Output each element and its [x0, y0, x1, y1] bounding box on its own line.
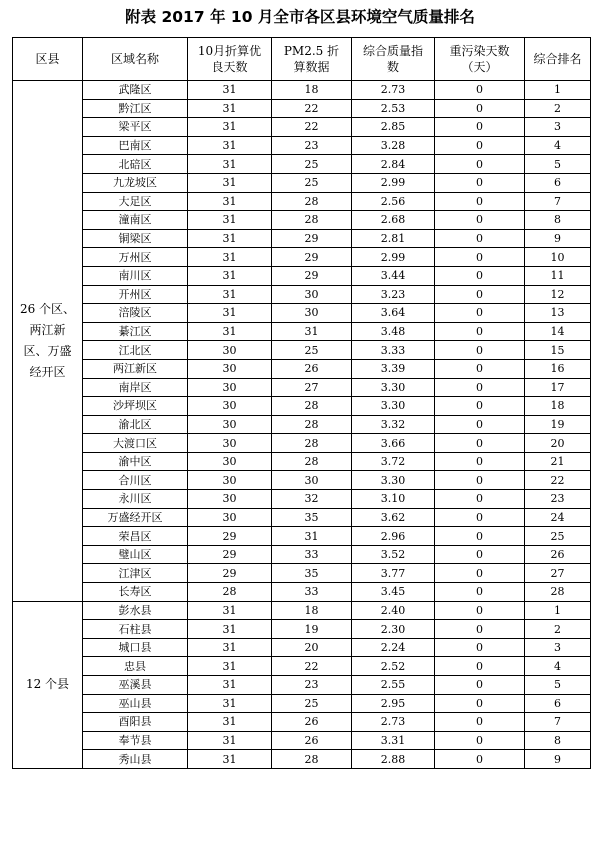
good-days-cell: 31 — [188, 713, 272, 732]
heavy-pollution-days-cell: 0 — [435, 81, 525, 100]
pm25-cell: 31 — [272, 322, 352, 341]
rank-cell: 15 — [525, 341, 591, 360]
rank-cell: 1 — [525, 601, 591, 620]
table-row — [13, 415, 591, 434]
pm25-cell: 26 — [272, 713, 352, 732]
good-days-cell: 31 — [188, 657, 272, 676]
table-row — [13, 527, 591, 546]
heavy-pollution-days-cell: 0 — [435, 248, 525, 267]
pm25-cell: 19 — [272, 620, 352, 639]
pm25-cell: 28 — [272, 750, 352, 769]
good-days-cell: 30 — [188, 415, 272, 434]
district-name-cell: 璧山区 — [83, 545, 188, 564]
table-row — [13, 155, 591, 174]
rank-cell: 9 — [525, 750, 591, 769]
rank-cell: 20 — [525, 434, 591, 453]
good-days-cell: 30 — [188, 341, 272, 360]
heavy-pollution-days-cell: 0 — [435, 173, 525, 192]
rank-cell: 10 — [525, 248, 591, 267]
header-cell: 综合排名 — [525, 38, 591, 81]
table-row — [13, 136, 591, 155]
district-name-cell: 万盛经开区 — [83, 508, 188, 527]
quality-index-cell: 2.56 — [352, 192, 435, 211]
good-days-cell: 31 — [188, 81, 272, 100]
good-days-cell: 31 — [188, 229, 272, 248]
heavy-pollution-days-cell: 0 — [435, 322, 525, 341]
heavy-pollution-days-cell: 0 — [435, 99, 525, 118]
pm25-cell: 18 — [272, 601, 352, 620]
rank-cell: 4 — [525, 136, 591, 155]
district-name-cell: 潼南区 — [83, 211, 188, 230]
quality-index-cell: 2.30 — [352, 620, 435, 639]
rank-cell: 19 — [525, 415, 591, 434]
rank-cell: 7 — [525, 192, 591, 211]
table-row — [13, 397, 591, 416]
district-name-cell: 石柱县 — [83, 620, 188, 639]
quality-index-cell: 2.95 — [352, 694, 435, 713]
quality-index-cell: 3.52 — [352, 545, 435, 564]
good-days-cell: 31 — [188, 118, 272, 137]
header-cell: 区域名称 — [83, 38, 188, 81]
quality-index-cell: 2.99 — [352, 173, 435, 192]
district-name-cell: 大足区 — [83, 192, 188, 211]
good-days-cell: 31 — [188, 136, 272, 155]
heavy-pollution-days-cell: 0 — [435, 359, 525, 378]
header-cell: PM2.5 折算数据 — [272, 38, 352, 81]
heavy-pollution-days-cell: 0 — [435, 211, 525, 230]
heavy-pollution-days-cell: 0 — [435, 601, 525, 620]
rank-cell: 28 — [525, 583, 591, 602]
quality-index-cell: 3.10 — [352, 490, 435, 509]
pm25-cell: 29 — [272, 266, 352, 285]
district-name-cell: 江北区 — [83, 341, 188, 360]
rank-cell: 1 — [525, 81, 591, 100]
district-name-cell: 涪陵区 — [83, 304, 188, 323]
pm25-cell: 35 — [272, 508, 352, 527]
pm25-cell: 33 — [272, 583, 352, 602]
heavy-pollution-days-cell: 0 — [435, 731, 525, 750]
heavy-pollution-days-cell: 0 — [435, 415, 525, 434]
pm25-cell: 30 — [272, 304, 352, 323]
quality-index-cell: 2.99 — [352, 248, 435, 267]
table-row — [13, 99, 591, 118]
header-cell: 区县 — [13, 38, 83, 81]
table-row — [13, 229, 591, 248]
district-name-cell: 忠县 — [83, 657, 188, 676]
header-cell: 综合质量指数 — [352, 38, 435, 81]
pm25-cell: 25 — [272, 694, 352, 713]
district-name-cell: 城口县 — [83, 638, 188, 657]
table-row — [13, 620, 591, 639]
good-days-cell: 31 — [188, 638, 272, 657]
quality-index-cell: 3.44 — [352, 266, 435, 285]
district-name-cell: 渝北区 — [83, 415, 188, 434]
quality-index-cell: 2.24 — [352, 638, 435, 657]
quality-index-cell: 2.81 — [352, 229, 435, 248]
table-row — [13, 694, 591, 713]
quality-index-cell: 3.30 — [352, 397, 435, 416]
pm25-cell: 18 — [272, 81, 352, 100]
rank-cell: 21 — [525, 452, 591, 471]
table-row — [13, 359, 591, 378]
good-days-cell: 29 — [188, 545, 272, 564]
pm25-cell: 28 — [272, 452, 352, 471]
pm25-cell: 27 — [272, 378, 352, 397]
district-name-cell: 大渡口区 — [83, 434, 188, 453]
table-row — [13, 601, 591, 620]
quality-index-cell: 2.53 — [352, 99, 435, 118]
quality-index-cell: 2.52 — [352, 657, 435, 676]
table-row — [13, 490, 591, 509]
pm25-cell: 22 — [272, 99, 352, 118]
table-body — [13, 81, 591, 769]
district-name-cell: 秀山县 — [83, 750, 188, 769]
table-row — [13, 713, 591, 732]
pm25-cell: 35 — [272, 564, 352, 583]
district-name-cell: 合川区 — [83, 471, 188, 490]
quality-index-cell: 3.62 — [352, 508, 435, 527]
rank-cell: 27 — [525, 564, 591, 583]
pm25-cell: 32 — [272, 490, 352, 509]
table-row — [13, 508, 591, 527]
good-days-cell: 30 — [188, 378, 272, 397]
table-row — [13, 211, 591, 230]
table-row — [13, 657, 591, 676]
district-name-cell: 梁平区 — [83, 118, 188, 137]
heavy-pollution-days-cell: 0 — [435, 694, 525, 713]
rank-cell: 2 — [525, 99, 591, 118]
table-row — [13, 322, 591, 341]
heavy-pollution-days-cell: 0 — [435, 118, 525, 137]
quality-index-cell: 2.73 — [352, 713, 435, 732]
rank-cell: 8 — [525, 211, 591, 230]
table-row — [13, 378, 591, 397]
pm25-cell: 28 — [272, 434, 352, 453]
heavy-pollution-days-cell: 0 — [435, 676, 525, 695]
quality-index-cell: 3.28 — [352, 136, 435, 155]
heavy-pollution-days-cell: 0 — [435, 266, 525, 285]
good-days-cell: 29 — [188, 564, 272, 583]
rank-cell: 7 — [525, 713, 591, 732]
pm25-cell: 30 — [272, 285, 352, 304]
table-row — [13, 285, 591, 304]
heavy-pollution-days-cell: 0 — [435, 545, 525, 564]
district-name-cell: 武隆区 — [83, 81, 188, 100]
pm25-cell: 22 — [272, 118, 352, 137]
pm25-cell: 33 — [272, 545, 352, 564]
good-days-cell: 30 — [188, 471, 272, 490]
table-row — [13, 304, 591, 323]
table-row — [13, 564, 591, 583]
good-days-cell: 31 — [188, 620, 272, 639]
quality-index-cell: 3.66 — [352, 434, 435, 453]
heavy-pollution-days-cell: 0 — [435, 434, 525, 453]
good-days-cell: 30 — [188, 434, 272, 453]
district-name-cell: 黔江区 — [83, 99, 188, 118]
district-name-cell: 荣昌区 — [83, 527, 188, 546]
pm25-cell: 28 — [272, 211, 352, 230]
quality-index-cell: 2.40 — [352, 601, 435, 620]
rank-cell: 3 — [525, 118, 591, 137]
pm25-cell: 28 — [272, 192, 352, 211]
table-row — [13, 638, 591, 657]
heavy-pollution-days-cell: 0 — [435, 583, 525, 602]
good-days-cell: 31 — [188, 266, 272, 285]
good-days-cell: 30 — [188, 397, 272, 416]
table-row — [13, 341, 591, 360]
heavy-pollution-days-cell: 0 — [435, 155, 525, 174]
rank-cell: 23 — [525, 490, 591, 509]
district-name-cell: 綦江区 — [83, 322, 188, 341]
pm25-cell: 25 — [272, 173, 352, 192]
table-row — [13, 676, 591, 695]
heavy-pollution-days-cell: 0 — [435, 304, 525, 323]
quality-index-cell: 3.30 — [352, 471, 435, 490]
rank-cell: 9 — [525, 229, 591, 248]
pm25-cell: 23 — [272, 676, 352, 695]
rank-cell: 16 — [525, 359, 591, 378]
good-days-cell: 31 — [188, 304, 272, 323]
table-row — [13, 452, 591, 471]
heavy-pollution-days-cell: 0 — [435, 527, 525, 546]
pm25-cell: 22 — [272, 657, 352, 676]
district-name-cell: 渝中区 — [83, 452, 188, 471]
district-name-cell: 两江新区 — [83, 359, 188, 378]
heavy-pollution-days-cell: 0 — [435, 750, 525, 769]
quality-index-cell: 3.77 — [352, 564, 435, 583]
pm25-cell: 20 — [272, 638, 352, 657]
rank-cell: 12 — [525, 285, 591, 304]
heavy-pollution-days-cell: 0 — [435, 378, 525, 397]
district-name-cell: 巫溪县 — [83, 676, 188, 695]
table-row — [13, 545, 591, 564]
pm25-cell: 29 — [272, 248, 352, 267]
pm25-cell: 26 — [272, 359, 352, 378]
quality-index-cell: 2.84 — [352, 155, 435, 174]
heavy-pollution-days-cell: 0 — [435, 397, 525, 416]
good-days-cell: 31 — [188, 211, 272, 230]
pm25-cell: 30 — [272, 471, 352, 490]
quality-index-cell: 2.73 — [352, 81, 435, 100]
quality-index-cell: 3.48 — [352, 322, 435, 341]
good-days-cell: 31 — [188, 694, 272, 713]
heavy-pollution-days-cell: 0 — [435, 229, 525, 248]
rank-cell: 17 — [525, 378, 591, 397]
pm25-cell: 31 — [272, 527, 352, 546]
heavy-pollution-days-cell: 0 — [435, 285, 525, 304]
table-row — [13, 248, 591, 267]
district-name-cell: 奉节县 — [83, 731, 188, 750]
good-days-cell: 30 — [188, 490, 272, 509]
table-row — [13, 81, 591, 100]
heavy-pollution-days-cell: 0 — [435, 620, 525, 639]
good-days-cell: 31 — [188, 173, 272, 192]
header-row — [13, 38, 591, 81]
district-name-cell: 巫山县 — [83, 694, 188, 713]
good-days-cell: 31 — [188, 285, 272, 304]
heavy-pollution-days-cell: 0 — [435, 452, 525, 471]
district-name-cell: 彭水县 — [83, 601, 188, 620]
district-name-cell: 南岸区 — [83, 378, 188, 397]
quality-index-cell: 3.45 — [352, 583, 435, 602]
heavy-pollution-days-cell: 0 — [435, 490, 525, 509]
district-name-cell: 沙坪坝区 — [83, 397, 188, 416]
table-row — [13, 471, 591, 490]
district-name-cell: 江津区 — [83, 564, 188, 583]
rank-cell: 22 — [525, 471, 591, 490]
table-row — [13, 266, 591, 285]
group-cell: 26 个区、两江新区、万盛经开区 — [13, 81, 83, 602]
page-title: 附表 2017 年 10 月全市各区县环境空气质量排名 — [125, 8, 475, 26]
good-days-cell: 30 — [188, 452, 272, 471]
rank-cell: 6 — [525, 694, 591, 713]
good-days-cell: 31 — [188, 248, 272, 267]
heavy-pollution-days-cell: 0 — [435, 713, 525, 732]
heavy-pollution-days-cell: 0 — [435, 341, 525, 360]
good-days-cell: 30 — [188, 508, 272, 527]
quality-index-cell: 3.30 — [352, 378, 435, 397]
header-cell: 重污染天数（天） — [435, 38, 525, 81]
rank-cell: 18 — [525, 397, 591, 416]
table-row — [13, 192, 591, 211]
quality-index-cell: 2.88 — [352, 750, 435, 769]
good-days-cell: 28 — [188, 583, 272, 602]
quality-index-cell: 3.31 — [352, 731, 435, 750]
quality-index-cell: 2.96 — [352, 527, 435, 546]
good-days-cell: 31 — [188, 750, 272, 769]
pm25-cell: 28 — [272, 397, 352, 416]
good-days-cell: 31 — [188, 192, 272, 211]
rank-cell: 5 — [525, 676, 591, 695]
heavy-pollution-days-cell: 0 — [435, 564, 525, 583]
rank-cell: 14 — [525, 322, 591, 341]
quality-index-cell: 2.68 — [352, 211, 435, 230]
quality-index-cell: 2.55 — [352, 676, 435, 695]
rank-cell: 13 — [525, 304, 591, 323]
quality-index-cell: 3.64 — [352, 304, 435, 323]
district-name-cell: 北碚区 — [83, 155, 188, 174]
quality-index-cell: 3.23 — [352, 285, 435, 304]
rank-cell: 4 — [525, 657, 591, 676]
rank-cell: 8 — [525, 731, 591, 750]
pm25-cell: 28 — [272, 415, 352, 434]
pm25-cell: 23 — [272, 136, 352, 155]
header-cell: 10月折算优良天数 — [188, 38, 272, 81]
rank-cell: 6 — [525, 173, 591, 192]
rank-cell: 25 — [525, 527, 591, 546]
table-row — [13, 583, 591, 602]
group-cell: 12 个县 — [13, 601, 83, 768]
quality-index-cell: 3.33 — [352, 341, 435, 360]
pm25-cell: 29 — [272, 229, 352, 248]
good-days-cell: 29 — [188, 527, 272, 546]
quality-index-cell: 3.72 — [352, 452, 435, 471]
rank-cell: 3 — [525, 638, 591, 657]
district-name-cell: 南川区 — [83, 266, 188, 285]
rank-cell: 26 — [525, 545, 591, 564]
rank-cell: 5 — [525, 155, 591, 174]
table-row — [13, 731, 591, 750]
pm25-cell: 25 — [272, 341, 352, 360]
heavy-pollution-days-cell: 0 — [435, 136, 525, 155]
good-days-cell: 31 — [188, 99, 272, 118]
table-row — [13, 118, 591, 137]
ranking-table — [12, 37, 591, 769]
district-name-cell: 开州区 — [83, 285, 188, 304]
good-days-cell: 31 — [188, 601, 272, 620]
rank-cell: 11 — [525, 266, 591, 285]
heavy-pollution-days-cell: 0 — [435, 638, 525, 657]
good-days-cell: 31 — [188, 155, 272, 174]
district-name-cell: 万州区 — [83, 248, 188, 267]
table-row — [13, 750, 591, 769]
rank-cell: 2 — [525, 620, 591, 639]
table-row — [13, 173, 591, 192]
heavy-pollution-days-cell: 0 — [435, 508, 525, 527]
good-days-cell: 31 — [188, 731, 272, 750]
quality-index-cell: 3.32 — [352, 415, 435, 434]
district-name-cell: 巴南区 — [83, 136, 188, 155]
good-days-cell: 31 — [188, 322, 272, 341]
quality-index-cell: 3.39 — [352, 359, 435, 378]
district-name-cell: 长寿区 — [83, 583, 188, 602]
district-name-cell: 永川区 — [83, 490, 188, 509]
quality-index-cell: 2.85 — [352, 118, 435, 137]
district-name-cell: 九龙坡区 — [83, 173, 188, 192]
district-name-cell: 酉阳县 — [83, 713, 188, 732]
heavy-pollution-days-cell: 0 — [435, 657, 525, 676]
heavy-pollution-days-cell: 0 — [435, 471, 525, 490]
heavy-pollution-days-cell: 0 — [435, 192, 525, 211]
pm25-cell: 25 — [272, 155, 352, 174]
rank-cell: 24 — [525, 508, 591, 527]
district-name-cell: 铜梁区 — [83, 229, 188, 248]
good-days-cell: 30 — [188, 359, 272, 378]
pm25-cell: 26 — [272, 731, 352, 750]
table-row — [13, 434, 591, 453]
good-days-cell: 31 — [188, 676, 272, 695]
